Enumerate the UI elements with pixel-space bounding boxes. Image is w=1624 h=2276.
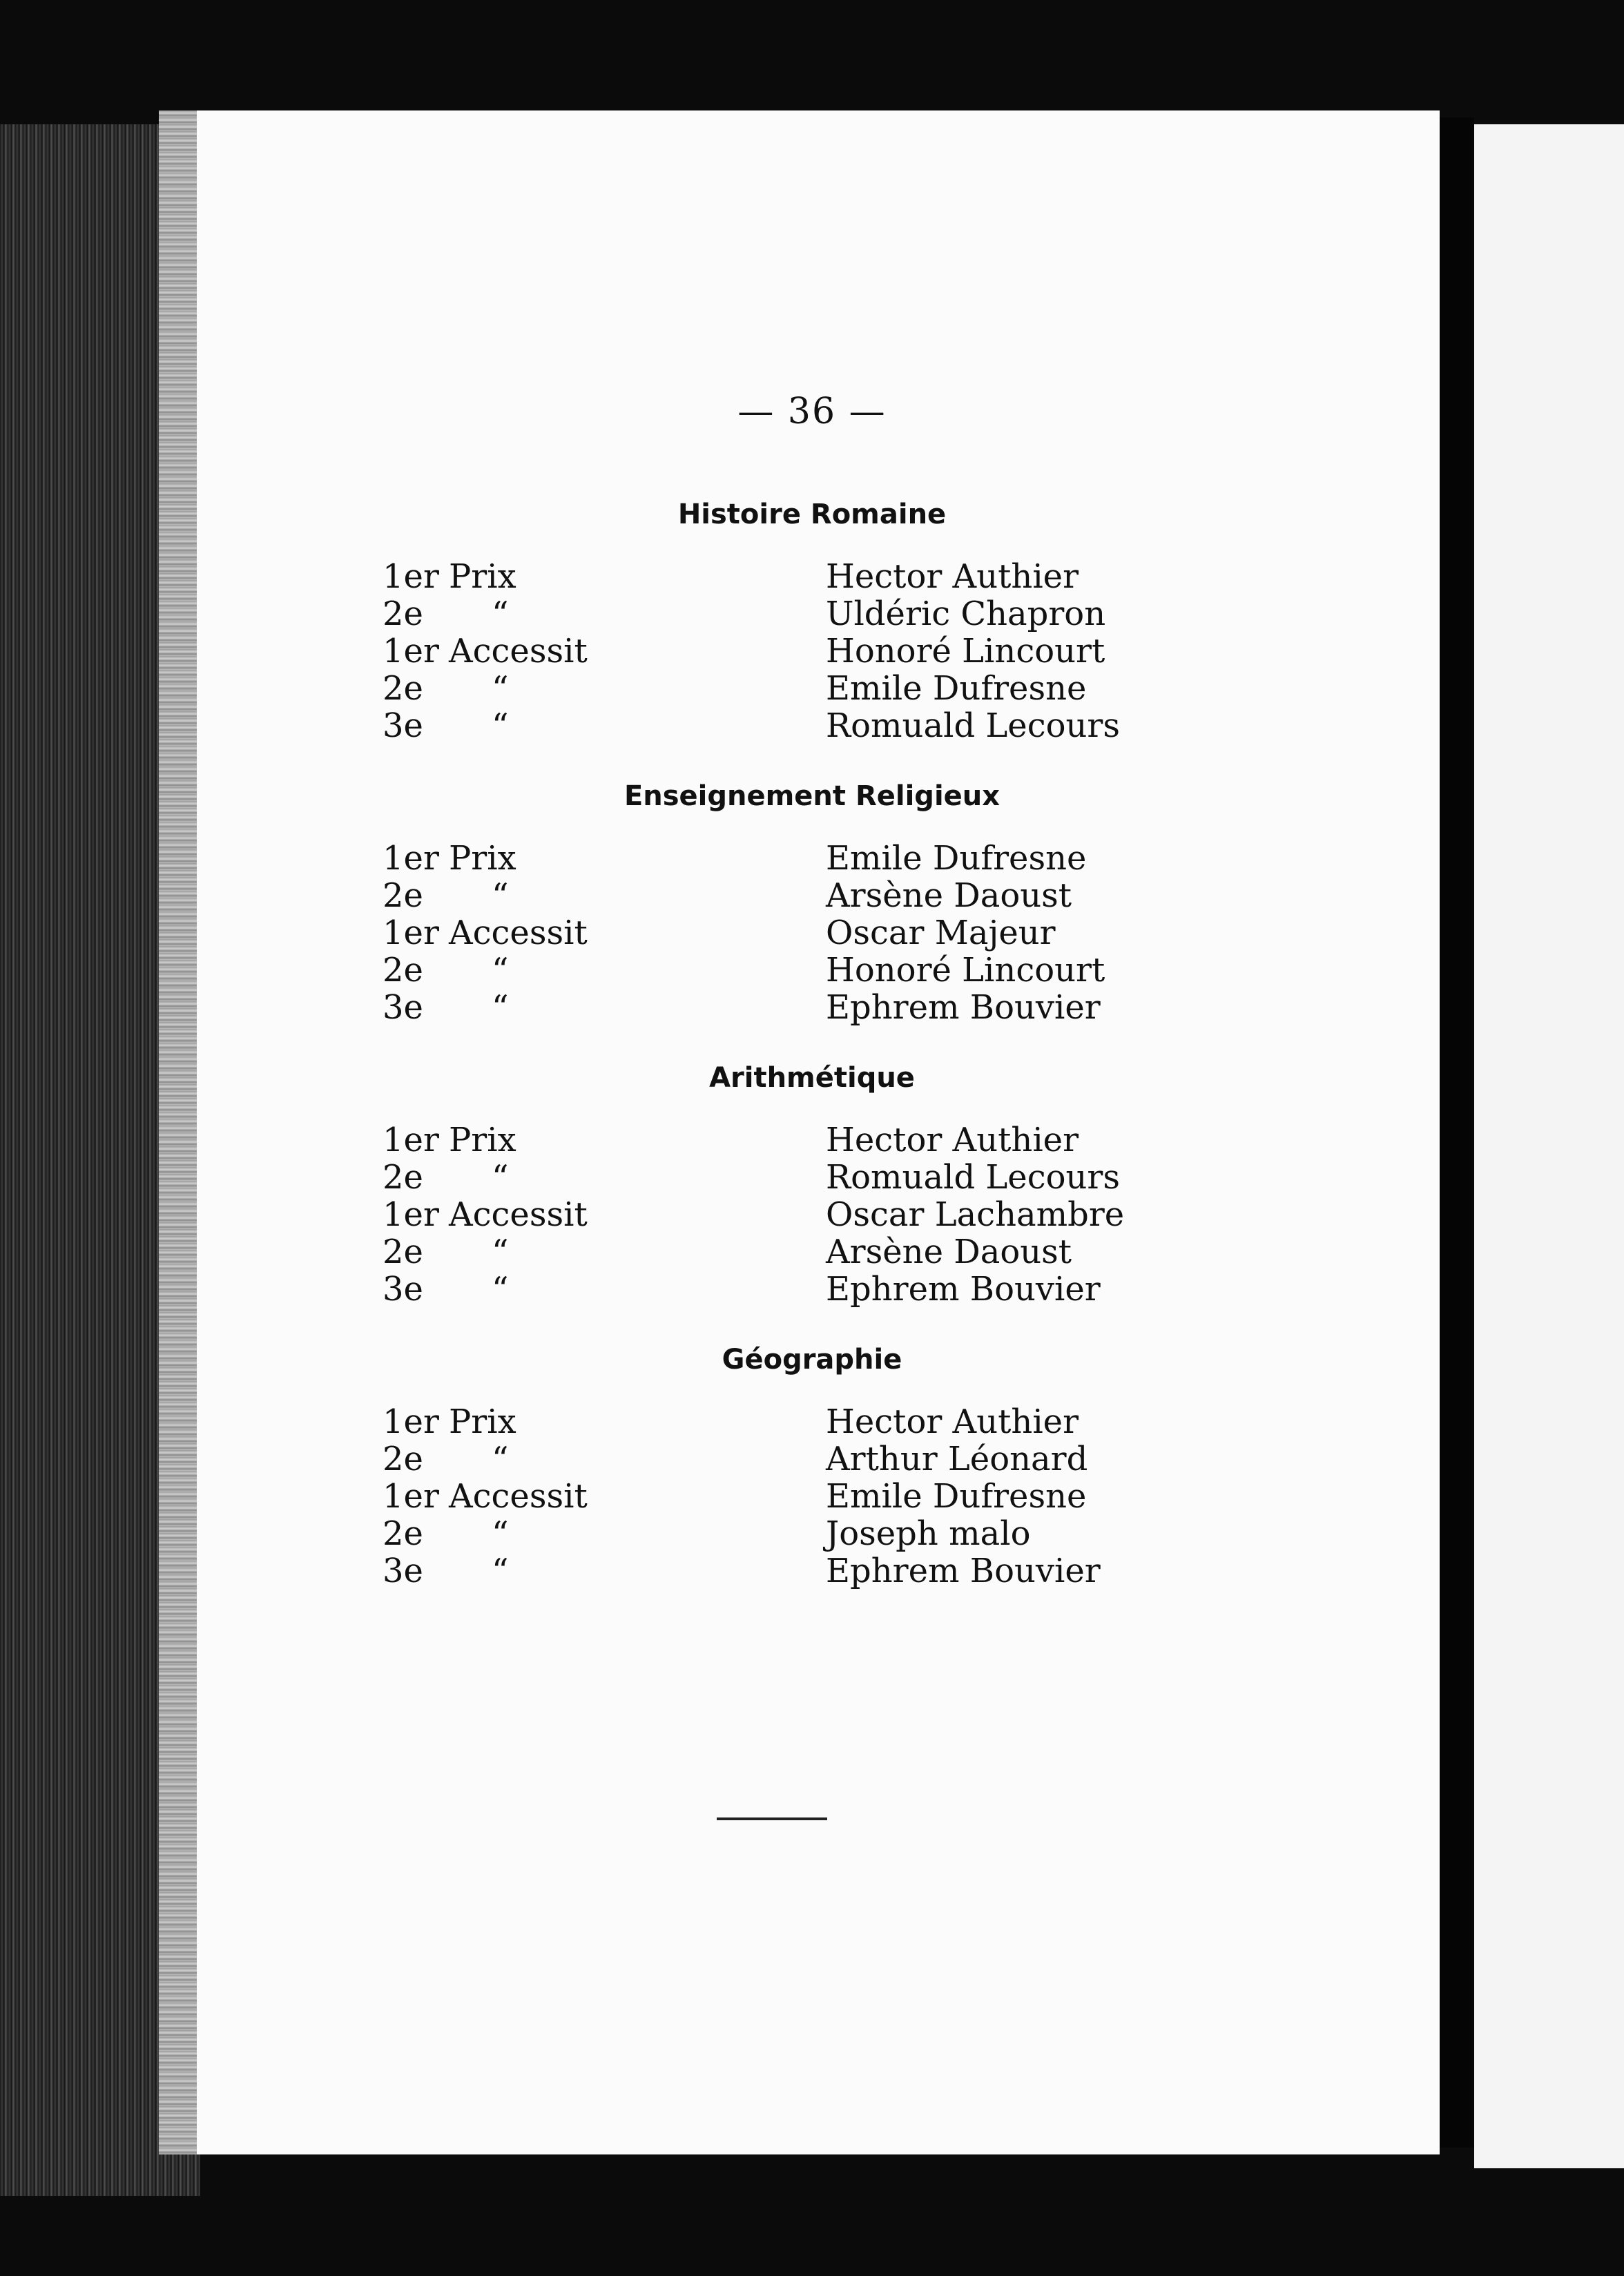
award-type: “ [492,876,509,915]
student-name: Honoré Lincourt [826,951,1105,990]
award-row [0,707,1624,744]
award-type: “ [492,1440,509,1478]
rank: 3e [383,1552,423,1590]
rank: 2e [383,669,423,708]
student-name: Emile Dufresne [826,839,1087,878]
student-name: Uldéric Chapron [826,595,1106,633]
award-row [0,1121,1624,1159]
award-type: Prix [449,1402,516,1441]
award-row [0,1440,1624,1478]
rank: 2e [383,876,423,915]
award-row [0,1515,1624,1552]
award-row [0,670,1624,707]
award-type: “ [492,1270,509,1309]
student-name: Honoré Lincourt [826,632,1105,671]
rank: 2e [383,595,423,633]
section-title: Enseignement Religieux [624,780,1000,812]
award-row [0,1233,1624,1271]
award-row [0,1403,1624,1440]
rank: 1er [383,914,439,952]
award-row [0,914,1624,952]
award-type: Accessit [449,632,588,671]
rank: 2e [383,1514,423,1553]
award-type: “ [492,595,509,633]
award-row [0,633,1624,670]
rank: 2e [383,1233,423,1271]
award-row [0,558,1624,595]
award-row [0,1159,1624,1196]
rank: 1er [383,1477,439,1516]
student-name: Oscar Majeur [826,914,1056,952]
award-type: “ [492,988,509,1027]
rank: 3e [383,988,423,1027]
award-row [0,1552,1624,1590]
student-name: Hector Authier [826,557,1079,596]
student-name: Ephrem Bouvier [826,988,1101,1027]
award-type: “ [492,951,509,990]
page-number: — 36 — [737,391,887,432]
student-name: Joseph malo [826,1514,1031,1553]
award-type: “ [492,1233,509,1271]
award-type: “ [492,1552,509,1590]
rank: 3e [383,1270,423,1309]
award-row [0,1196,1624,1233]
student-name: Ephrem Bouvier [826,1552,1101,1590]
section-title: Arithmétique [709,1062,915,1094]
section-title: Histoire Romaine [677,499,947,530]
award-type: Accessit [449,914,588,952]
student-name: Arsène Daoust [826,1233,1072,1271]
award-type: “ [492,1514,509,1553]
award-row [0,840,1624,877]
student-name: Ephrem Bouvier [826,1270,1101,1309]
rank: 1er [383,1195,439,1234]
award-type: Accessit [449,1477,588,1516]
award-type: Accessit [449,1195,588,1234]
student-name: Hector Authier [826,1121,1079,1159]
award-row [0,595,1624,633]
rank: 2e [383,951,423,990]
rank: 1er [383,1402,439,1441]
rank: 1er [383,557,439,596]
rank: 1er [383,632,439,671]
rank: 2e [383,1440,423,1478]
student-name: Arsène Daoust [826,876,1072,915]
student-name: Arthur Léonard [826,1440,1088,1478]
section-end-rule [717,1817,827,1820]
student-name: Hector Authier [826,1402,1079,1441]
rank: 2e [383,1158,423,1197]
student-name: Romuald Lecours [826,1158,1120,1197]
section-title: Géographie [722,1344,902,1376]
award-type: Prix [449,557,516,596]
award-row [0,1271,1624,1308]
award-type: “ [492,706,509,745]
award-row [0,952,1624,989]
student-name: Emile Dufresne [826,669,1087,708]
rank: 1er [383,1121,439,1159]
student-name: Oscar Lachambre [826,1195,1125,1234]
award-type: Prix [449,839,516,878]
award-row [0,1478,1624,1515]
award-type: “ [492,1158,509,1197]
student-name: Romuald Lecours [826,706,1120,745]
student-name: Emile Dufresne [826,1477,1087,1516]
award-type: Prix [449,1121,516,1159]
award-row [0,989,1624,1026]
award-type: “ [492,669,509,708]
award-row [0,877,1624,914]
rank: 3e [383,706,423,745]
rank: 1er [383,839,439,878]
